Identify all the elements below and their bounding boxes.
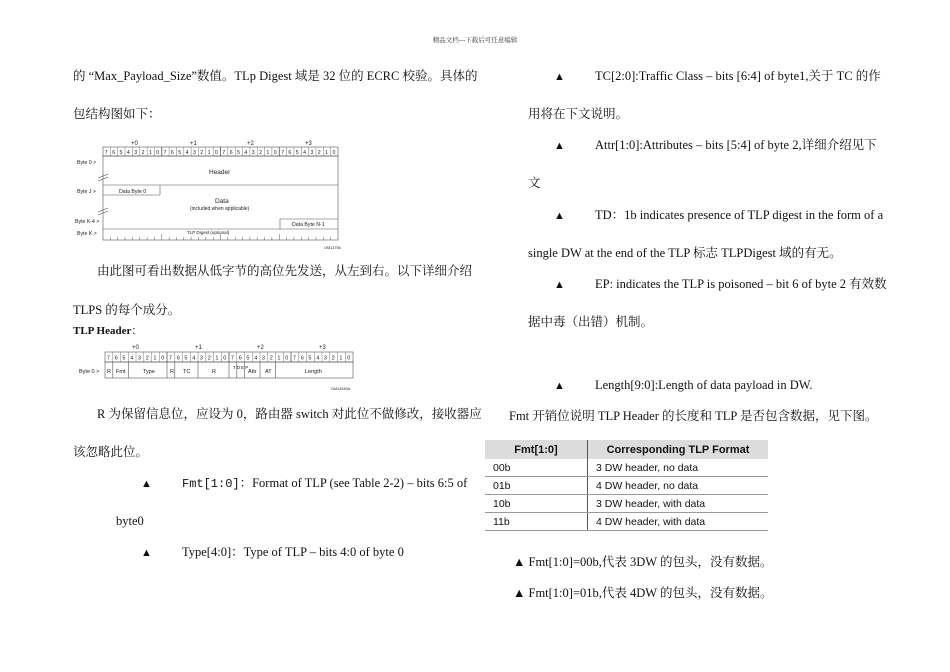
- bit-number: 1: [215, 355, 219, 362]
- byte-group-label: +1: [190, 141, 197, 147]
- bit-number: 4: [130, 355, 134, 362]
- field-r: R: [107, 369, 111, 375]
- byte-group-label: +0: [132, 345, 139, 351]
- bullet-triangle-icon: ▲: [554, 279, 565, 291]
- bit-number: 1: [339, 355, 343, 362]
- paragraph-5: R 为保留信息位，应设为 0，路由器 switch 对此位不做修改，接收器应: [97, 407, 482, 421]
- byte-group-label: +0: [131, 141, 138, 147]
- field-type: Type: [143, 369, 155, 375]
- bullet-tc-cont: 用将在下文说明。: [528, 107, 629, 121]
- bit-number: 6: [288, 150, 292, 156]
- bit-number: 3: [137, 355, 141, 362]
- bit-number: 3: [251, 150, 255, 156]
- bullet-triangle-icon: ▲: [554, 380, 565, 392]
- table-cell: 4 DW header, no data: [588, 477, 769, 495]
- bit-number: 7: [230, 355, 234, 362]
- bullet-tc: TC[2:0]:Traffic Class – bits [6:4] of byte1,关于 TC 的作: [595, 69, 881, 83]
- header-note: 精品文档---下载后可任意编辑: [432, 37, 518, 44]
- header-label: Header: [209, 169, 231, 176]
- table-header-row: [485, 440, 768, 459]
- bit-number: 0: [161, 355, 165, 362]
- bit-number: 6: [112, 150, 116, 156]
- bit-number: 4: [126, 150, 130, 156]
- bit-number: 2: [269, 355, 273, 362]
- byte-group-label: +2: [247, 141, 254, 147]
- paragraph-6: 该忽略此位。: [73, 445, 149, 459]
- row-label: Byte 0 >: [79, 369, 100, 375]
- table-row: [485, 477, 768, 495]
- bullet-td-cont: single DW at the end of the TLP 标志 TLPDigest 域的有无。: [528, 246, 842, 260]
- row-label: Byte K-4 >: [75, 219, 100, 225]
- table-row: [485, 513, 768, 531]
- bit-number: 6: [229, 150, 233, 156]
- bit-number: 3: [323, 355, 327, 362]
- table-cell: 3 DW header, no data: [588, 459, 769, 477]
- bit-number: 2: [331, 355, 335, 362]
- paragraph-3: 由此图可看出数据从低字节的高位先发送，从左到右。以下详细介绍: [97, 264, 473, 278]
- row-label: Byte J >: [77, 189, 96, 195]
- bit-number: 1: [266, 150, 270, 156]
- bullet-attr-cont: 文: [528, 176, 541, 190]
- paragraph-2: 包结构图如下：: [73, 107, 161, 121]
- bit-number: 3: [310, 150, 314, 156]
- bit-number: 5: [308, 355, 312, 362]
- bullet-length: Length[9:0]:Length of data payload in DW.: [595, 378, 813, 392]
- bit-number: 7: [163, 150, 167, 156]
- column-header: Corresponding TLP Format: [588, 440, 769, 459]
- bit-number: 2: [259, 150, 262, 156]
- bit-number: 5: [295, 150, 299, 156]
- byte-group-label: +2: [257, 345, 264, 351]
- field-ep: E P: [241, 365, 249, 370]
- digest-label: TLP Digest (optional): [187, 230, 230, 235]
- bit-number: 7: [106, 355, 110, 362]
- bit-number: 5: [237, 150, 240, 156]
- bit-number: 2: [200, 150, 204, 156]
- bit-number: 4: [316, 355, 320, 362]
- bit-number: 4: [303, 150, 306, 156]
- byte-group-label: +3: [319, 345, 326, 351]
- table-cell: 11b: [485, 513, 588, 531]
- field-tc: TC: [183, 369, 191, 375]
- bit-number: 6: [176, 355, 180, 362]
- bit-number: 2: [141, 150, 145, 156]
- bullet-triangle-icon: ▲: [554, 210, 565, 222]
- bullet-ep-cont: 据中毒（出错）机制。: [528, 315, 654, 329]
- field-td: T D: [233, 365, 241, 370]
- bit-number: 1: [207, 150, 211, 156]
- bit-number: 2: [207, 355, 211, 362]
- bullet-attr: Attr[1:0]:Attributes – bits [5:4] of byte 2,详细介绍见下: [595, 138, 877, 152]
- bit-number: 7: [168, 355, 172, 362]
- bullet-ep: EP: indicates the TLP is poisoned – bit 6 of byte 2 有效数: [595, 277, 887, 291]
- bit-number: 5: [246, 355, 250, 362]
- table-cell: 00b: [485, 459, 588, 477]
- bullet-triangle-icon: ▲: [554, 140, 565, 152]
- bit-number: 7: [222, 150, 226, 156]
- bit-number: 1: [148, 150, 152, 156]
- fmt00-note: ▲ Fmt[1:0]=00b,代表 3DW 的包头，没有数据。: [513, 555, 773, 569]
- packet-structure-figure: [75, 137, 345, 251]
- bit-number: 1: [325, 150, 328, 156]
- bit-number: 7: [292, 355, 296, 362]
- bit-number: 5: [184, 355, 188, 362]
- tlp-header-figure: [77, 341, 355, 393]
- bit-number: 4: [192, 355, 196, 362]
- bit-number: 5: [119, 150, 123, 156]
- bit-number: 3: [134, 150, 138, 156]
- data-byte-n1-label: Data Byte N-1: [292, 222, 325, 228]
- bit-number: 6: [238, 355, 242, 362]
- tlp-header-title: TLP Header：: [73, 325, 143, 337]
- paragraph-1: 的 “Max_Payload_Size”数值。TLp Digest 域是 32 位的 ECRC 校验。具体的: [73, 69, 478, 83]
- field-r: R: [170, 369, 174, 375]
- data-label: Data: [215, 198, 229, 205]
- bullet-triangle-icon: ▲: [141, 478, 152, 490]
- row-label: Byte 0 >: [77, 160, 97, 166]
- figure-id: OM13756: [324, 246, 341, 250]
- bullet-triangle-icon: ▲: [141, 547, 152, 559]
- bit-number: 7: [104, 150, 108, 156]
- field-length: Length: [305, 369, 322, 375]
- fmt-table: [485, 440, 768, 531]
- bit-number: 7: [281, 150, 284, 156]
- bit-number: 2: [317, 150, 321, 156]
- bit-number: 0: [215, 150, 218, 156]
- bit-number: 6: [300, 355, 304, 362]
- figure-id: OM14540A: [331, 387, 351, 391]
- data-byte-0-label: Data Byte 0: [119, 189, 147, 195]
- bit-number: 0: [273, 150, 277, 156]
- bit-number: 5: [178, 150, 182, 156]
- column-header: Fmt[1:0]: [485, 440, 588, 459]
- bit-number: 0: [156, 150, 160, 156]
- table-cell: 3 DW header, with data: [588, 495, 769, 513]
- bullet-fmt: Fmt[1:0]：Format of TLP (see Table 2-2) – bits 6:5 of: [182, 476, 468, 491]
- row-label: Byte K >: [77, 231, 97, 237]
- bit-number: 0: [347, 355, 351, 362]
- table-cell: 10b: [485, 495, 588, 513]
- bit-number: 0: [223, 355, 227, 362]
- table-row: [485, 495, 768, 513]
- paragraph-4: TLPS 的每个成分。: [73, 303, 181, 317]
- fmt01-note: ▲ Fmt[1:0]=01b,代表 4DW 的包头，没有数据。: [513, 586, 773, 600]
- byte-group-label: +1: [195, 345, 202, 351]
- fmt-intro: Fmt 开销位说明 TLP Header 的长度和 TLP 是否包含数据，见下图。: [509, 409, 878, 423]
- field-r: R: [212, 369, 216, 375]
- bit-number: 2: [145, 355, 149, 362]
- bullet-td: TD：1b indicates presence of TLP digest in the form of a: [595, 208, 884, 222]
- bit-number: 4: [244, 150, 248, 156]
- table-cell: 4 DW header, with data: [588, 513, 769, 531]
- bit-number: 3: [199, 355, 203, 362]
- bit-number: 3: [193, 150, 196, 156]
- bit-number: 6: [114, 355, 118, 362]
- data-sub-label: (included when applicable): [190, 206, 250, 212]
- byte-group-label: +3: [305, 141, 312, 147]
- bit-number: 0: [332, 150, 336, 156]
- table-row: [485, 459, 768, 477]
- bit-number: 3: [261, 355, 265, 362]
- bit-number: 5: [122, 355, 126, 362]
- table-cell: 01b: [485, 477, 588, 495]
- bit-number: 1: [153, 355, 157, 362]
- bullet-triangle-icon: ▲: [554, 71, 565, 83]
- bit-number: 0: [285, 355, 289, 362]
- bit-number: 1: [277, 355, 281, 362]
- bullet-fmt-cont: byte0: [116, 514, 144, 528]
- bit-number: 4: [254, 355, 258, 362]
- field-attr: Attr: [248, 369, 257, 375]
- bit-number: 4: [185, 150, 189, 156]
- field-fmt: Fmt: [116, 369, 126, 375]
- field-at: AT: [265, 369, 272, 375]
- bit-number: 6: [170, 150, 174, 156]
- bullet-type: Type[4:0]：Type of TLP – bits 4:0 of byte 0: [182, 545, 404, 559]
